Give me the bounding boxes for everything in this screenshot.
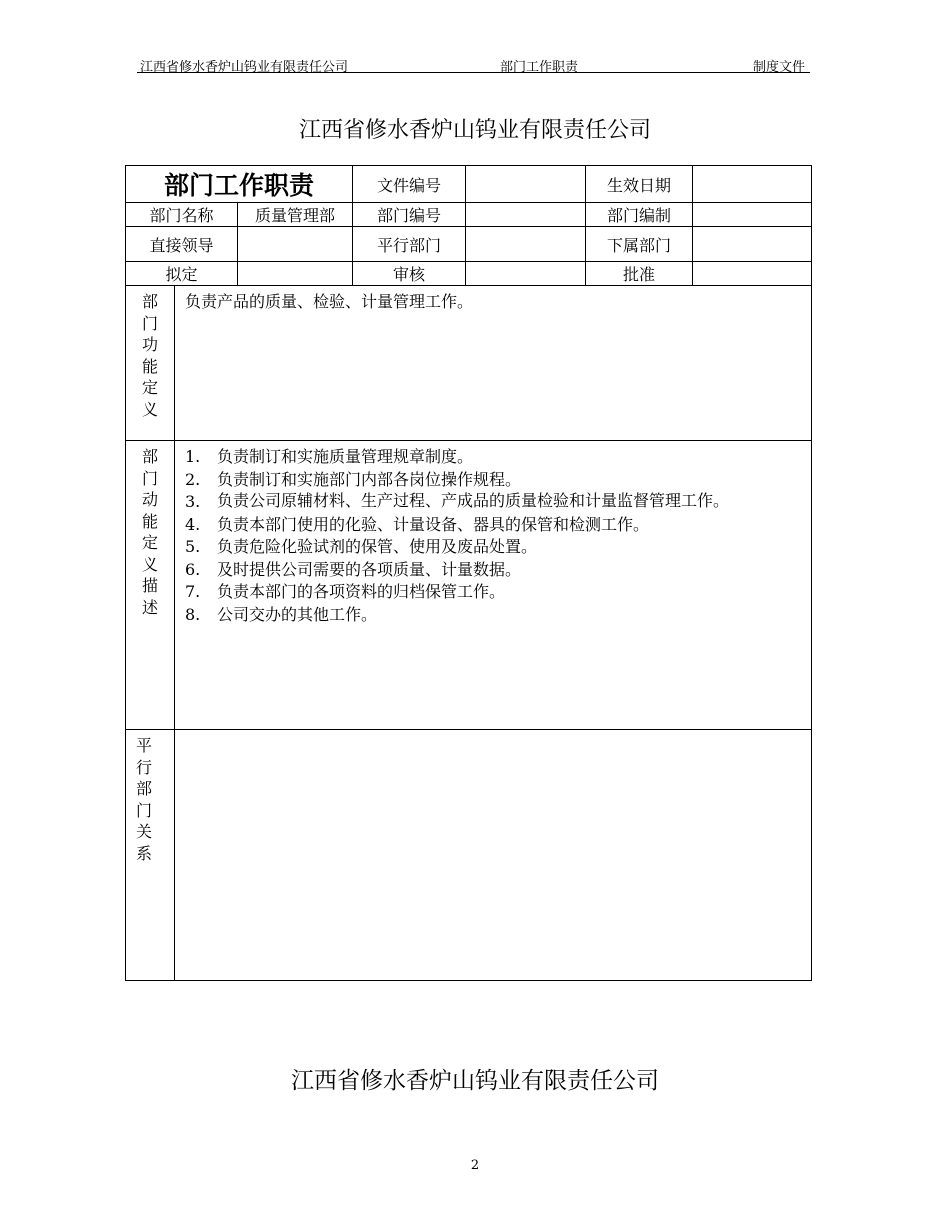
draft-label: 拟定: [126, 262, 238, 286]
approve-label: 批准: [586, 262, 693, 286]
function-desc-content[interactable]: [175, 441, 812, 730]
parallel-relation-text[interactable]: [175, 730, 812, 981]
effective-date-label: 生效日期: [586, 166, 693, 203]
header-company: 江西省修水香炉山钨业有限责任公司: [140, 60, 349, 75]
approve-value[interactable]: [693, 262, 812, 286]
function-def-label: 部 门 功 能 定 义: [126, 286, 175, 441]
duty-item: 6. 及时提供公司需要的各项质量、计量数据。: [185, 559, 522, 579]
function-def-text[interactable]: 负责产品的质量、检验、计量管理工作。: [175, 286, 812, 441]
header-rule: [137, 72, 810, 73]
review-value[interactable]: [466, 262, 586, 286]
dept-no-value[interactable]: [466, 203, 586, 227]
duty-item: 1. 负责制订和实施质量管理规章制度。: [185, 447, 474, 466]
dept-staff-label: 部门编制: [586, 203, 693, 227]
duty-item: 3. 负责公司原辅材料、生产过程、产成品的质量检验和计量监督管理工作。: [185, 491, 730, 511]
dept-no-label: 部门编号: [353, 203, 466, 227]
file-no-value[interactable]: [466, 166, 586, 203]
file-no-label: 文件编号: [353, 166, 466, 203]
function-desc-label: 部 门 动 能 定 义 描 述: [126, 441, 175, 730]
duty-item: 8. 公司交办的其他工作。: [185, 604, 378, 624]
parallel-dept-label: 平行部门: [353, 227, 466, 262]
parallel-relation-label: 平 行 部 门 关 系: [126, 730, 175, 981]
header-doc-type: 制度文件: [753, 60, 806, 75]
duty-item: 7. 负责本部门的各项资料的归档保管工作。: [185, 582, 506, 601]
sub-dept-label: 下属部门: [586, 227, 693, 262]
duty-item: 4. 负责本部门使用的化验、计量设备、器具的保管和检测工作。: [185, 514, 650, 534]
duty-list: [185, 446, 803, 626]
header-doc-title: 部门工作职责: [500, 60, 579, 75]
review-label: 审核: [353, 262, 466, 286]
duty-item: 5. 负责危险化验试剂的保管、使用及废品处置。: [185, 537, 538, 556]
company-title: 江西省修水香炉山钨业有限责任公司: [298, 118, 651, 143]
draft-value[interactable]: [238, 262, 353, 286]
form-heading: 部门工作职责: [126, 166, 353, 203]
dept-name-value[interactable]: 质量管理部: [238, 203, 353, 227]
effective-date-value[interactable]: [693, 166, 812, 203]
duty-form-table: [125, 165, 812, 981]
sub-dept-value[interactable]: [693, 227, 812, 262]
leader-label: 直接领导: [126, 227, 238, 262]
dept-staff-value[interactable]: [693, 203, 812, 227]
leader-value[interactable]: [238, 227, 353, 262]
page-number: 2: [470, 1158, 480, 1173]
duty-item: 2. 负责制订和实施部门内部各岗位操作规程。: [185, 469, 522, 489]
parallel-dept-value[interactable]: [466, 227, 586, 262]
dept-name-label: 部门名称: [126, 203, 238, 227]
footer-company-title: 江西省修水香炉山钨业有限责任公司: [291, 1068, 659, 1094]
